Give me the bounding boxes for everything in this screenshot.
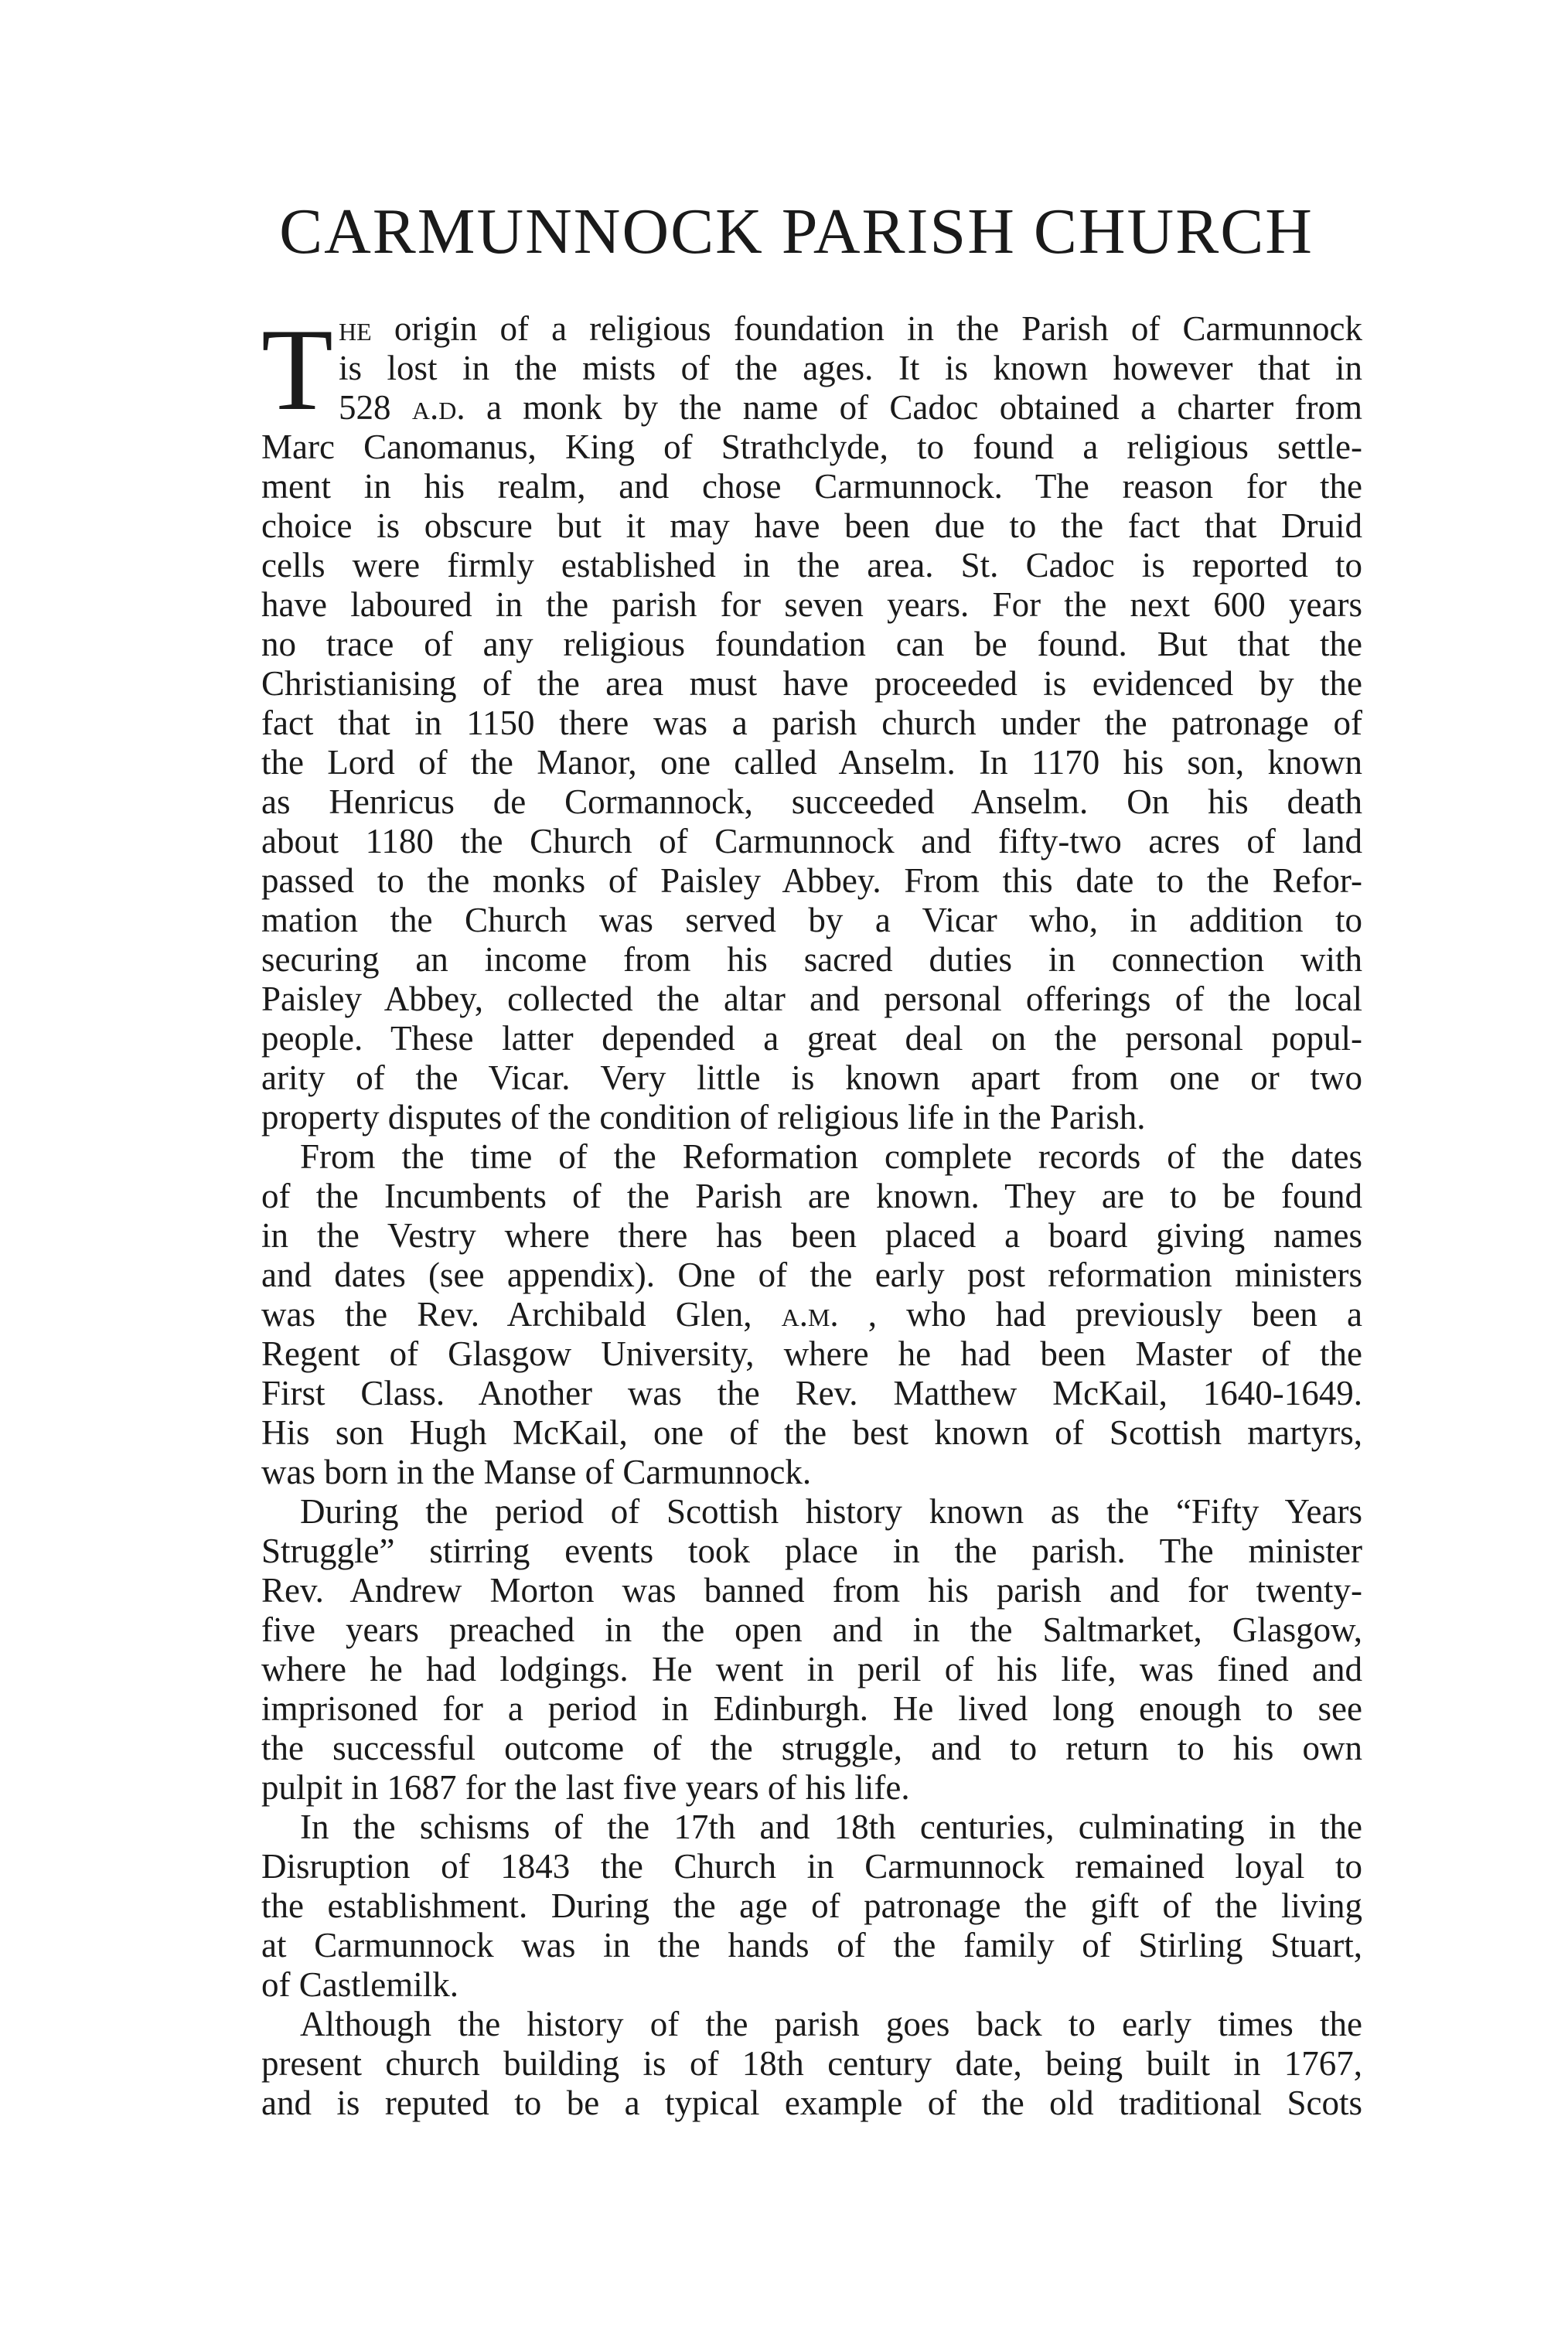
text-line: was born in the Manse of Carmunnock. [261,1453,812,1491]
text-line: First Class. Another was the Rev. Matthew McKail, 1640-1649. [261,1374,1362,1412]
text-line: at Carmunnock was in the hands of the family of Stirling Stuart, [261,1926,1362,1964]
text-line: Although the history of the parish goes back to early times the [300,2005,1362,2043]
paragraph-2 [261,1137,1362,1492]
text-line: have laboured in the parish for seven years. For the next 600 years [261,585,1362,624]
text-line: choice is obscure but it may have been due to the fact that Druid [261,506,1362,545]
text-line: cells were firmly established in the area. St. Cadoc is reported to [261,546,1362,584]
text-line: Paisley Abbey, collected the altar and personal offerings of the local [261,980,1362,1018]
text-line: present church building is of 18th century date, being built in 1767, [261,2044,1362,2083]
text-line: the establishment. During the age of patronage the gift of the living [261,1886,1362,1925]
text-line: of the Incumbents of the Parish are known. They are to be found [261,1177,1362,1215]
text-line: Struggle” stirring events took place in the parish. The minister [261,1532,1362,1570]
text-line: securing an income from his sacred duties in connection with [261,940,1362,979]
small-caps-run: he [339,309,372,348]
text-line: property disputes of the condition of religious life in the Parish. [261,1098,1146,1136]
text-line: in the Vestry where there has been placed a board giving names [261,1216,1362,1255]
text-line: Regent of Glasgow University, where he had been Master of the [261,1334,1362,1373]
text-run: a monk by the name of Cadoc obtained a charter from [486,388,1363,427]
text-line: imprisoned for a period in Edinburgh. He lived long enough to see [261,1689,1362,1728]
text-line [261,1295,1362,1334]
text-line: and dates (see appendix). One of the early post reformation ministers [261,1256,1362,1294]
text-line: and is reputed to be a typical example of the old traditional Scots [261,2084,1362,2122]
body-text [261,305,1363,2123]
text-line: fact that in 1150 there was a parish church under the patronage of [261,704,1362,742]
text-run: origin of a religious foundation in the Parish of Carmunnock [394,309,1362,348]
text-line: Disruption of 1843 the Church in Carmunnock remained loyal to [261,1847,1362,1886]
text-run: 528 [339,388,412,427]
text-line: of Castlemilk. [261,1965,458,2004]
text-run: , who had previously been a [868,1295,1362,1334]
text-line: arity of the Vicar. Very little is known apart from one or two [261,1058,1362,1097]
text-line: Rev. Andrew Morton was banned from his parish and for twenty- [261,1571,1362,1610]
text-line: pulpit in 1687 for the last five years of his life. [261,1768,910,1807]
text-line: Christianising of the area must have proceeded is evidenced by the [261,664,1362,703]
text-line [339,388,1362,428]
paragraph-1 [261,305,1363,1137]
drop-cap: T [261,305,333,434]
text-line: is lost in the mists of the ages. It is known however that in [339,349,1362,387]
text-line: ment in his realm, and chose Carmunnock. The reason for the [261,467,1362,506]
text-line: five years preached in the open and in the Saltmarket, Glasgow, [261,1610,1362,1649]
text-line: Marc Canomanus, King of Strathclyde, to found a religious settle- [261,428,1362,466]
text-line: During the period of Scottish history known as the “Fifty Years [300,1492,1362,1531]
small-caps-run: a.d. [411,388,465,427]
text-line [339,309,1362,349]
text-line: His son Hugh McKail, one of the best known of Scottish martyrs, [261,1413,1362,1452]
text-line: mation the Church was served by a Vicar who, in addition to [261,901,1362,939]
text-line: no trace of any religious foundation can be found. But that the [261,625,1362,663]
text-line: the Lord of the Manor, one called Anselm. In 1170 his son, known [261,743,1362,782]
text-line: about 1180 the Church of Carmunnock and fifty-two acres of land [261,822,1362,860]
text-line: where he had lodgings. He went in peril of his life, was fined and [261,1650,1362,1688]
text-line: From the time of the Reformation complete records of the dates [300,1137,1362,1176]
paragraph-4 [261,1808,1362,2005]
paragraph-5 [261,2005,1362,2123]
text-line: passed to the monks of Paisley Abbey. From this date to the Refor- [261,861,1362,900]
page-title: CARMUNNOCK PARISH CHURCH [279,196,1314,267]
text-line: the successful outcome of the struggle, and to return to his own [261,1729,1362,1767]
text-line: people. These latter depended a great deal on the personal popul- [261,1019,1362,1058]
paragraph-3 [261,1492,1362,1808]
text-line: as Henricus de Cormannock, succeeded Anselm. On his death [261,782,1362,821]
text-run: was the Rev. Archibald Glen, [261,1295,782,1334]
small-caps-run: a.m. [781,1295,839,1334]
text-line: In the schisms of the 17th and 18th centuries, culminating in the [300,1808,1362,1846]
